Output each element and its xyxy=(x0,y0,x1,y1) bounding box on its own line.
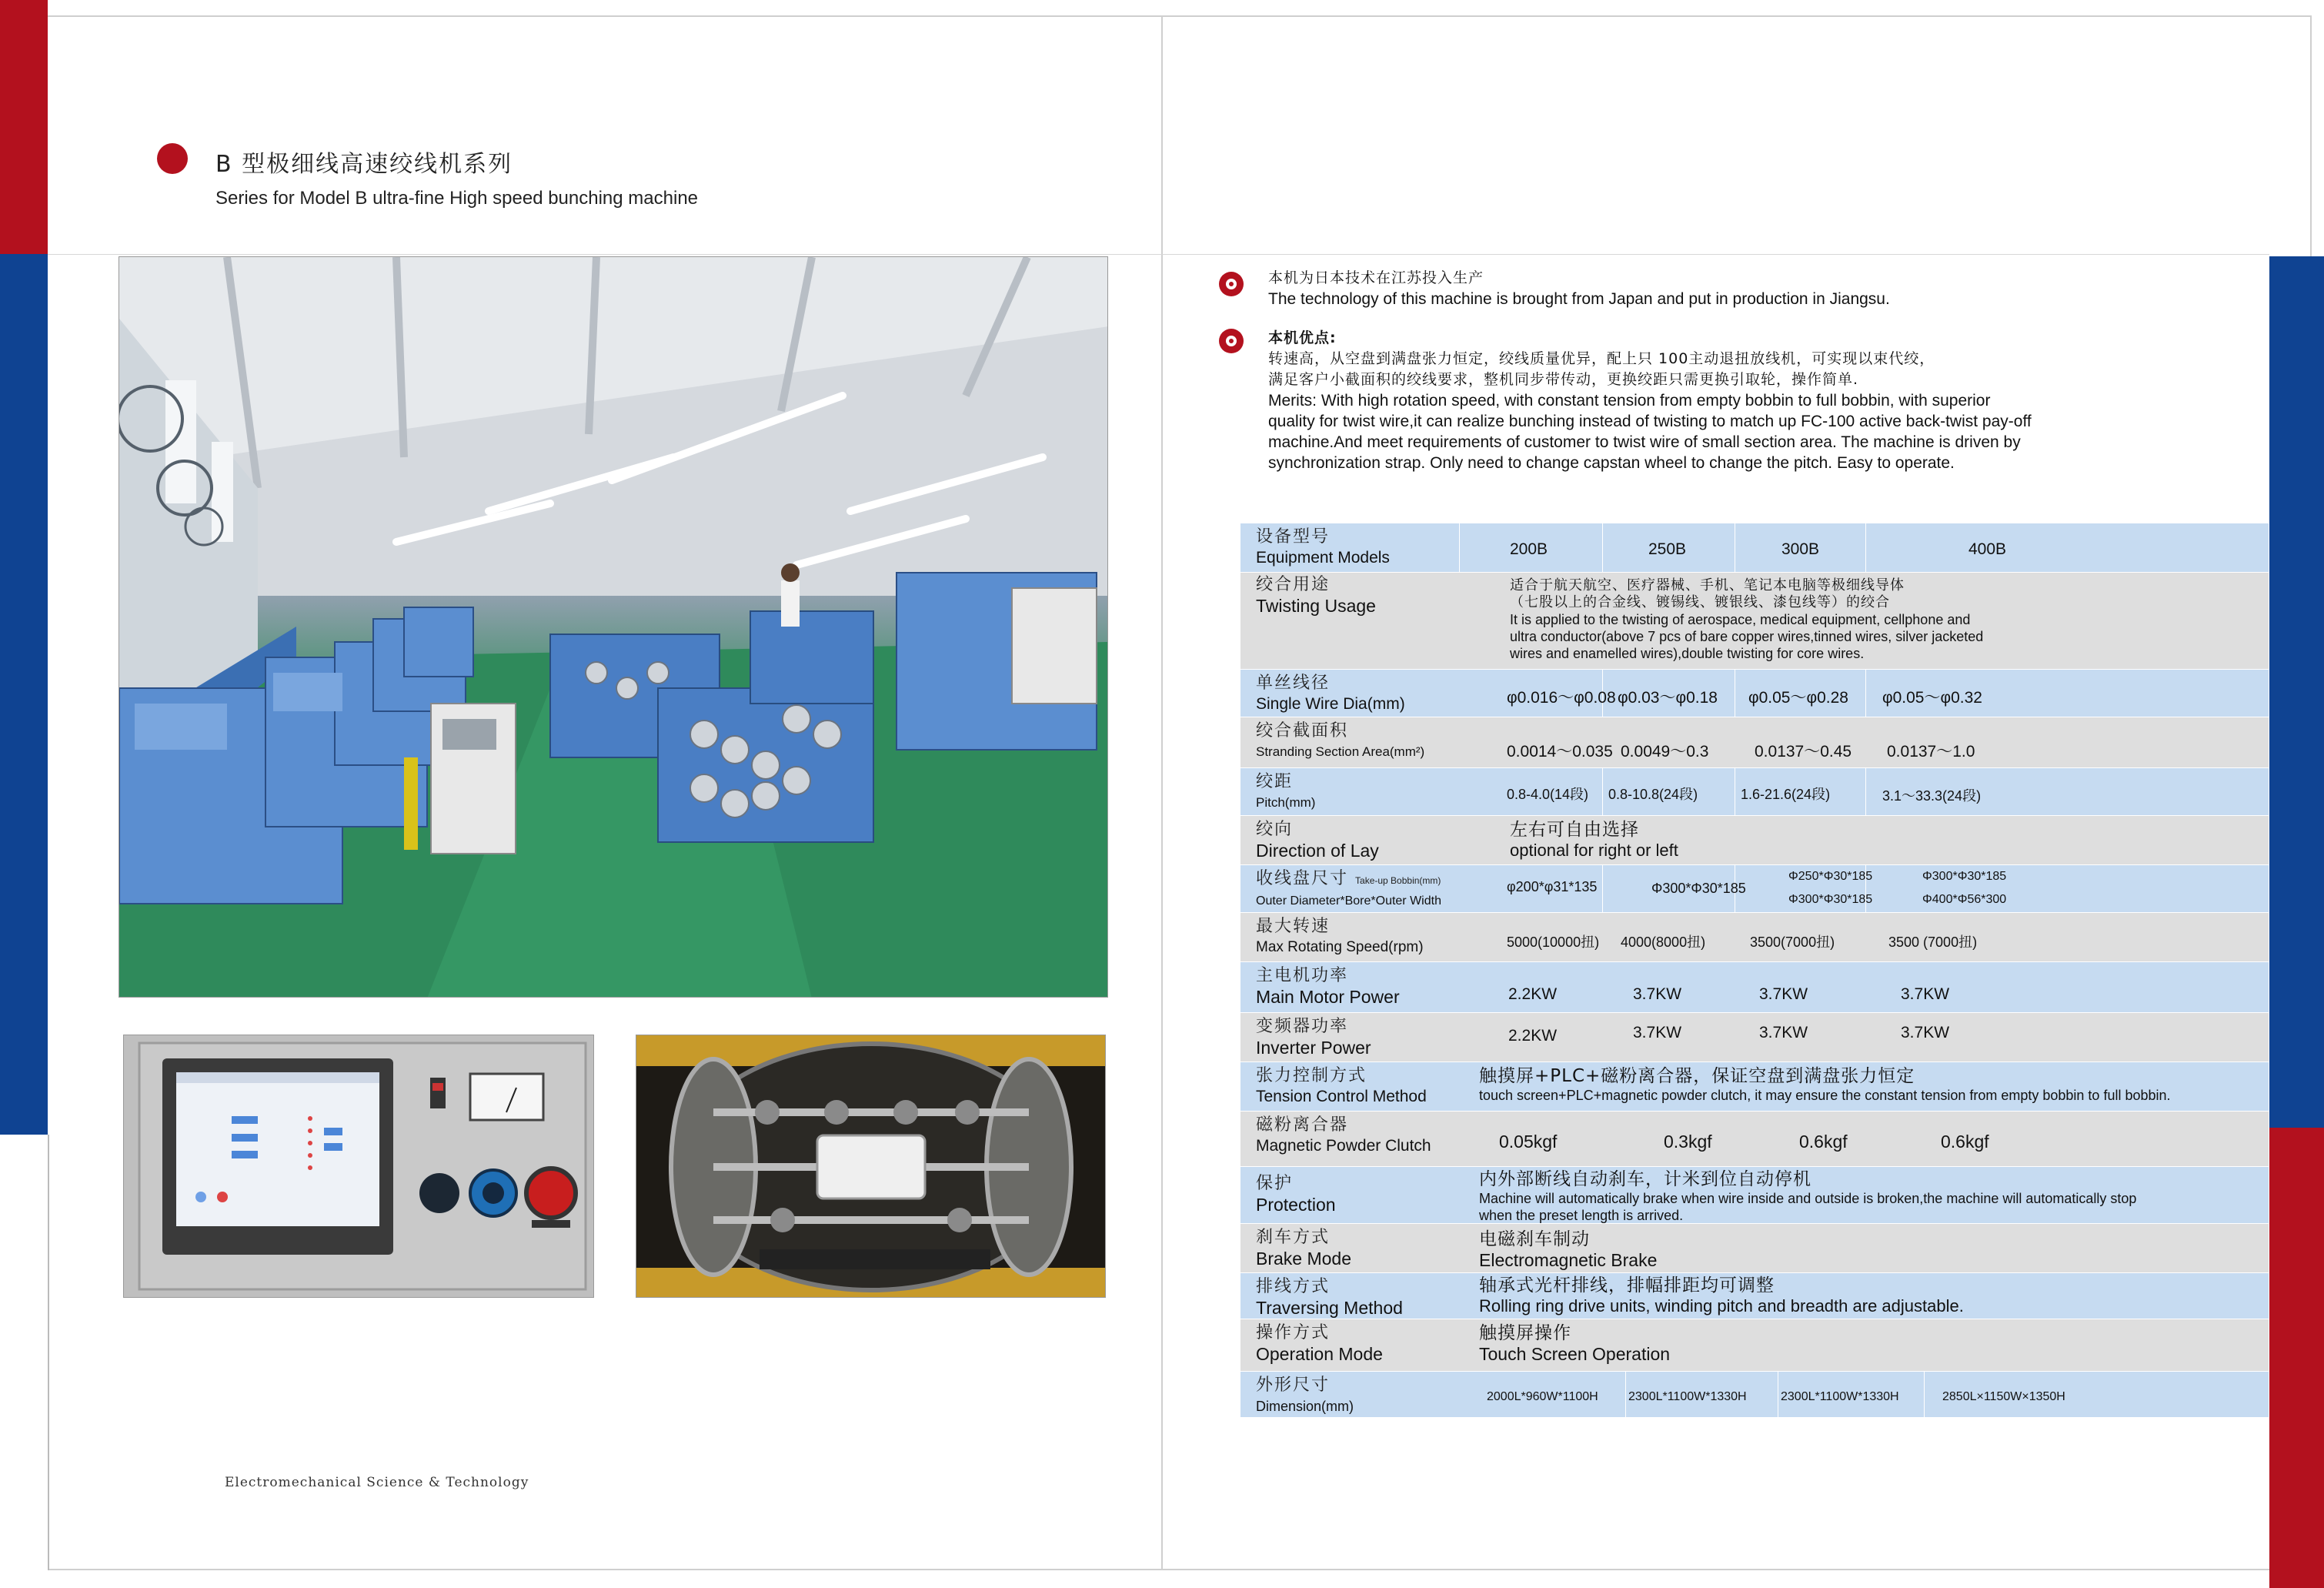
speed-200b: 5000(10000扭) xyxy=(1507,934,1600,950)
title-bullet xyxy=(157,143,188,174)
clutch-300b: 0.6kgf xyxy=(1799,1132,1848,1152)
spec-row-motor xyxy=(1240,962,2269,1013)
merits-en-line-1: Merits: With high rotation speed, with constant tension from empty bobbin to full bobbin, with superior xyxy=(1268,392,1991,410)
origin-cn: 本机为日本技术在江苏投入生产 xyxy=(1268,269,1484,286)
spec-label: 磁粉离合器 Magnetic Powder Clutch xyxy=(1256,1115,1431,1155)
clutch-200b: 0.05kgf xyxy=(1499,1132,1558,1152)
wire-dia-200b: φ0.016～φ0.08 xyxy=(1507,689,1616,707)
spread-divider xyxy=(1161,15,1163,1570)
speed-400b: 3500 (7000扭) xyxy=(1888,934,1978,950)
spec-label: 排线方式 Traversing Method xyxy=(1256,1277,1403,1318)
lay-text: 左右可自由选择 optional for right or left xyxy=(1510,820,1678,860)
spec-row-operation xyxy=(1240,1319,2269,1372)
traverse-text: 轴承式光杆排线，排幅排距均可调整 Rolling ring drive units, winding pitch and breadth are adjustable. xyxy=(1479,1275,1964,1316)
spec-row-section xyxy=(1240,717,2269,768)
spec-label: 保护 Protection xyxy=(1256,1174,1336,1215)
spec-row-dimension xyxy=(1240,1372,2269,1418)
model-300b: 300B xyxy=(1781,540,1820,558)
model-400b: 400B xyxy=(1968,540,2007,558)
dimension-250b: 2300L*1100W*1330H xyxy=(1628,1390,1747,1403)
protection-text: 内外部断线自动刹车，计米到位自动停机 Machine will automatically brake when wire inside and outside is broken,the machine will automatically stop when the preset length is arrived. xyxy=(1479,1169,2137,1223)
spec-row-lay xyxy=(1240,816,2269,865)
merits-cn-line-1: 转速高，从空盘到满盘张力恒定，绞线质量优异，配上只 100主动退扭放线机，可实现以束代绞， xyxy=(1268,350,1935,367)
bobbin-400b-a: Φ300*Φ30*185 xyxy=(1922,870,2007,883)
spec-row-speed xyxy=(1240,913,2269,962)
spec-label: 单丝线径 Single Wire Dia(mm) xyxy=(1256,674,1405,713)
right-margin-line xyxy=(2310,15,2312,258)
clutch-250b: 0.3kgf xyxy=(1664,1132,1712,1152)
pitch-400b: 3.1～33.3(24段) xyxy=(1882,788,1982,804)
page-frame-bottom xyxy=(48,1569,2310,1570)
inverter-300b: 3.7KW xyxy=(1759,1024,1808,1041)
spec-row-protection xyxy=(1240,1167,2269,1224)
section-200b: 0.0014～0.035 xyxy=(1507,743,1613,761)
bobbin-400b-b: Φ400*Φ56*300 xyxy=(1922,893,2007,906)
left-red-bar xyxy=(0,0,48,254)
model-200b: 200B xyxy=(1510,540,1548,558)
tension-text: 触摸屏+PLC+磁粉离合器，保证空盘到满盘张力恒定 touch screen+PLC+magnetic powder clutch, it may ensure the constant tension from empty bobbin to full bobbin. xyxy=(1479,1066,2171,1103)
merits-block xyxy=(1268,328,2032,473)
model-250b: 250B xyxy=(1648,540,1687,558)
wire-dia-250b: φ0.03～φ0.18 xyxy=(1618,689,1718,707)
inverter-400b: 3.7KW xyxy=(1901,1024,1950,1041)
clutch-400b: 0.6kgf xyxy=(1941,1132,1989,1152)
speed-300b: 3500(7000扭) xyxy=(1750,934,1835,950)
spec-label: 操作方式 Operation Mode xyxy=(1256,1323,1383,1364)
dimension-300b: 2300L*1100W*1330H xyxy=(1781,1390,1899,1403)
page-title-en: Series for Model B ultra-fine High speed bunching machine xyxy=(215,188,699,209)
motor-400b: 3.7KW xyxy=(1901,985,1950,1003)
motor-300b: 3.7KW xyxy=(1759,985,1808,1003)
section-300b: 0.0137～0.45 xyxy=(1755,743,1852,761)
motor-200b: 2.2KW xyxy=(1508,985,1558,1003)
dimension-400b: 2850L×1150W×1350H xyxy=(1942,1390,2065,1403)
page-frame-top xyxy=(48,15,2310,17)
bunching-mechanism-illustration xyxy=(636,1035,1106,1298)
bunching-mechanism-photo xyxy=(636,1035,1106,1298)
control-panel-photo xyxy=(123,1035,594,1298)
spec-label: 绞合截面积 Stranding Section Area(mm²) xyxy=(1256,721,1425,759)
merits-en-line-2: quality for twist wire,it can realize bunching instead of twisting to match up FC-100 active back-twist pay-off xyxy=(1268,413,2032,430)
factory-floor-illustration xyxy=(119,257,1108,998)
spec-label: 绞距 Pitch(mm) xyxy=(1256,772,1316,810)
merits-en-line-4: synchronization strap. Only need to change capstan wheel to change the pitch. Easy to operate. xyxy=(1268,454,1955,472)
footer-text: Electromechanical Science & Technology xyxy=(225,1475,529,1490)
dimension-200b: 2000L*960W*1100H xyxy=(1487,1390,1598,1403)
speed-250b: 4000(8000扭) xyxy=(1621,934,1706,950)
spec-label: 刹车方式 Brake Mode xyxy=(1256,1228,1352,1269)
spec-label: 绞合用途 Twisting Usage xyxy=(1256,575,1376,616)
inverter-250b: 3.7KW xyxy=(1633,1024,1682,1041)
wire-dia-400b: φ0.05～φ0.32 xyxy=(1882,689,1982,707)
merits-bullet-icon xyxy=(1219,329,1244,353)
right-red-bar xyxy=(2269,1128,2324,1588)
spec-row-usage xyxy=(1240,573,2269,670)
spec-label: 变频器功率 Inverter Power xyxy=(1256,1017,1371,1058)
bobbin-200b: φ200*φ31*135 xyxy=(1507,879,1598,894)
bobbin-300b-a: Φ250*Φ30*185 xyxy=(1788,870,1873,883)
origin-en: The technology of this machine is brought from Japan and put in production in Jiangsu. xyxy=(1268,290,1890,308)
origin-bullet-icon xyxy=(1219,272,1244,296)
pitch-300b: 1.6-21.6(24段) xyxy=(1741,787,1831,802)
section-250b: 0.0049～0.3 xyxy=(1621,743,1709,761)
section-400b: 0.0137～1.0 xyxy=(1887,743,1975,761)
merits-en-line-3: machine.And meet requirements of customer to twist wire of small section area. The machine is driven by xyxy=(1268,433,2021,451)
header-divider-right xyxy=(1161,254,2269,255)
spec-label: 最大转速 Max Rotating Speed(rpm) xyxy=(1256,917,1424,955)
merits-cn-line-2: 满足客户小截面积的绞线要求，整机同步带传动，更换绞距只需更换引取轮，操作简单. xyxy=(1268,371,1859,388)
spec-row-pitch xyxy=(1240,768,2269,816)
factory-floor-photo xyxy=(119,256,1108,998)
spec-row-models xyxy=(1240,523,2269,573)
left-blue-bar xyxy=(0,254,48,1135)
motor-250b: 3.7KW xyxy=(1633,985,1682,1003)
spec-row-brake xyxy=(1240,1224,2269,1273)
spec-row-wire-dia xyxy=(1240,670,2269,717)
left-margin-line xyxy=(48,1135,49,1570)
operation-text: 触摸屏操作 Touch Screen Operation xyxy=(1479,1323,1671,1364)
spec-label: 外形尺寸 Dimension(mm) xyxy=(1256,1376,1354,1414)
spec-label: 张力控制方式 Tension Control Method xyxy=(1256,1066,1427,1105)
spec-row-tension xyxy=(1240,1062,2269,1112)
usage-text: 适合于航天航空、医疗器械、手机、笔记本电脑等极细线导体 （七股以上的合金线、镀锡线、镀银线、漆包线等）的绞合 It is applied to the twisting of aerospace, medical equipment, cellphone and ultra conductor(above 7 pcs of bare copper wires,tinned wires, silver jacketed wires and enamelled wires),double twisting for core wires. xyxy=(1510,577,1984,661)
spec-label: 绞向 Direction of Lay xyxy=(1256,820,1379,861)
right-blue-bar xyxy=(2269,256,2324,1128)
control-panel-illustration xyxy=(124,1035,594,1298)
spec-row-inverter xyxy=(1240,1013,2269,1062)
spec-label: 主电机功率 Main Motor Power xyxy=(1256,966,1400,1007)
spec-table xyxy=(1240,523,2269,1418)
page-title-cn: B 型极细线高速绞线机系列 xyxy=(215,151,513,178)
spec-label: 收线盘尺寸 Take-up Bobbin(mm) Outer Diameter*Bore*Outer Width xyxy=(1256,869,1441,908)
pitch-250b: 0.8-10.8(24段) xyxy=(1608,787,1698,802)
bobbin-250b: Φ300*Φ30*185 xyxy=(1651,881,1746,896)
header-divider-left xyxy=(48,254,1161,255)
spec-row-bobbin xyxy=(1240,865,2269,913)
bobbin-300b-b: Φ300*Φ30*185 xyxy=(1788,893,1873,906)
pitch-200b: 0.8-4.0(14段) xyxy=(1507,787,1589,802)
spec-label: 设备型号 Equipment Models xyxy=(1256,527,1390,567)
origin-block xyxy=(1268,268,1890,309)
spec-row-clutch xyxy=(1240,1112,2269,1167)
wire-dia-300b: φ0.05～φ0.28 xyxy=(1748,689,1848,707)
merits-title: 本机优点: xyxy=(1268,329,1337,346)
inverter-200b: 2.2KW xyxy=(1508,1027,1558,1045)
spec-row-traverse xyxy=(1240,1273,2269,1319)
brake-text: 电磁刹车制动 Electromagnetic Brake xyxy=(1479,1229,1658,1270)
